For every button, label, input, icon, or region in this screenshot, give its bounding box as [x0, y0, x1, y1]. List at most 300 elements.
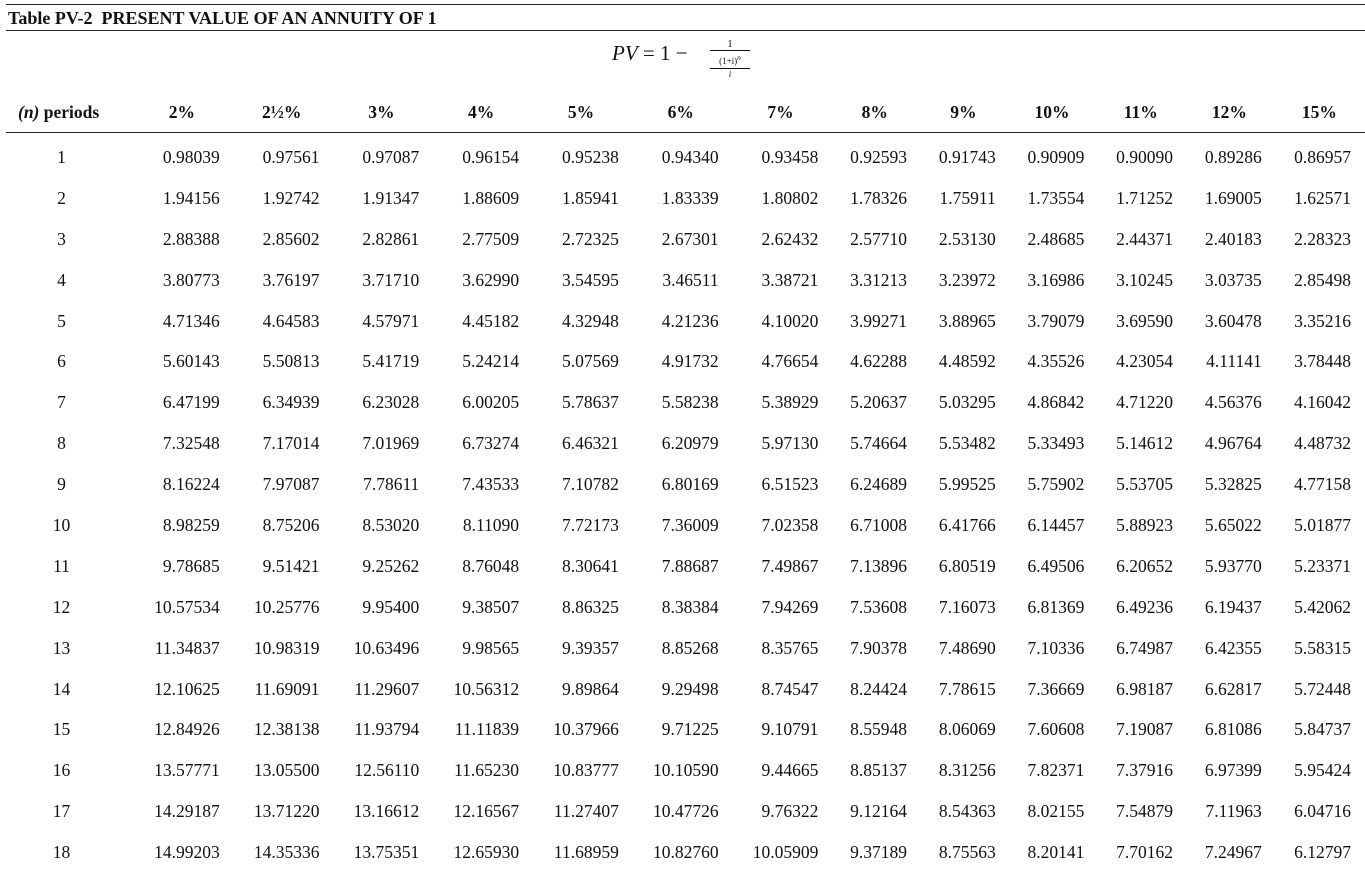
value-cell: 0.93458: [731, 133, 831, 178]
value-cell: 14.35336: [232, 832, 332, 873]
value-cell: 5.60143: [132, 341, 232, 382]
value-cell: 7.10782: [531, 464, 631, 505]
title-bar: [6, 4, 1365, 31]
value-cell: 3.38721: [731, 260, 831, 301]
value-cell: 0.97087: [332, 133, 432, 178]
column-header-rate: 2½%: [232, 92, 332, 133]
value-cell: 5.58238: [631, 382, 731, 423]
column-header-rate: 10%: [1008, 92, 1097, 133]
period-cell: 17: [6, 791, 132, 832]
value-cell: 14.29187: [132, 791, 232, 832]
value-cell: 7.78615: [919, 669, 1008, 710]
value-cell: 10.57534: [132, 587, 232, 628]
table-row: [6, 628, 1365, 669]
value-cell: 6.00205: [431, 382, 531, 423]
value-cell: 1.62571: [1274, 178, 1365, 219]
period-cell: 12: [6, 587, 132, 628]
value-cell: 11.34837: [132, 628, 232, 669]
value-cell: 2.88388: [132, 219, 232, 260]
column-header-rate: 8%: [830, 92, 919, 133]
periods-variable: (n): [18, 102, 39, 122]
value-cell: 4.48592: [919, 341, 1008, 382]
value-cell: 5.41719: [332, 341, 432, 382]
table-row: [6, 464, 1365, 505]
value-cell: 9.95400: [332, 587, 432, 628]
value-cell: 9.44665: [731, 750, 831, 791]
value-cell: 10.83777: [531, 750, 631, 791]
value-cell: 7.19087: [1096, 709, 1185, 750]
value-cell: 13.75351: [332, 832, 432, 873]
value-cell: 7.43533: [431, 464, 531, 505]
value-cell: 9.25262: [332, 546, 432, 587]
value-cell: 4.57971: [332, 301, 432, 342]
value-cell: 1.91347: [332, 178, 432, 219]
value-cell: 5.24214: [431, 341, 531, 382]
header-row: [6, 92, 1365, 133]
value-cell: 8.11090: [431, 505, 531, 546]
table-row: [6, 546, 1365, 587]
value-cell: 4.76654: [731, 341, 831, 382]
value-cell: 2.57710: [830, 219, 919, 260]
value-cell: 0.90090: [1096, 133, 1185, 178]
period-cell: 7: [6, 382, 132, 423]
value-cell: 0.97561: [232, 133, 332, 178]
value-cell: 12.10625: [132, 669, 232, 710]
table-row: [6, 382, 1365, 423]
value-cell: 8.75206: [232, 505, 332, 546]
value-cell: 4.77158: [1274, 464, 1365, 505]
value-cell: 6.62817: [1185, 669, 1274, 710]
value-cell: 7.17014: [232, 423, 332, 464]
value-cell: 8.85137: [830, 750, 919, 791]
value-cell: 3.23972: [919, 260, 1008, 301]
value-cell: 8.38384: [631, 587, 731, 628]
value-cell: 6.98187: [1096, 669, 1185, 710]
value-cell: 5.14612: [1096, 423, 1185, 464]
value-cell: 13.05500: [232, 750, 332, 791]
column-header-rate: 3%: [332, 92, 432, 133]
value-cell: 0.90909: [1008, 133, 1097, 178]
value-cell: 1.94156: [132, 178, 232, 219]
annuity-table: [6, 92, 1365, 873]
value-cell: 8.30641: [531, 546, 631, 587]
value-cell: 9.10791: [731, 709, 831, 750]
value-cell: 2.62432: [731, 219, 831, 260]
value-cell: 14.99203: [132, 832, 232, 873]
value-cell: 6.42355: [1185, 628, 1274, 669]
value-cell: 8.31256: [919, 750, 1008, 791]
formula-divisor: i: [710, 69, 750, 80]
value-cell: 1.80802: [731, 178, 831, 219]
value-cell: 8.35765: [731, 628, 831, 669]
table-row: [6, 341, 1365, 382]
value-cell: 13.57771: [132, 750, 232, 791]
value-cell: 7.54879: [1096, 791, 1185, 832]
value-cell: 11.93794: [332, 709, 432, 750]
value-cell: 7.10336: [1008, 628, 1097, 669]
value-cell: 1.69005: [1185, 178, 1274, 219]
value-cell: 5.53482: [919, 423, 1008, 464]
value-cell: 7.01969: [332, 423, 432, 464]
period-cell: 8: [6, 423, 132, 464]
table-row: [6, 260, 1365, 301]
value-cell: 9.39357: [531, 628, 631, 669]
value-cell: 0.98039: [132, 133, 232, 178]
value-cell: 9.76322: [731, 791, 831, 832]
value-cell: 12.56110: [332, 750, 432, 791]
value-cell: 2.85498: [1274, 260, 1365, 301]
value-cell: 7.24967: [1185, 832, 1274, 873]
value-cell: 10.98319: [232, 628, 332, 669]
value-cell: 1.83339: [631, 178, 731, 219]
value-cell: 4.11141: [1185, 341, 1274, 382]
value-cell: 10.05909: [731, 832, 831, 873]
value-cell: 8.20141: [1008, 832, 1097, 873]
value-cell: 3.35216: [1274, 301, 1365, 342]
value-cell: 5.97130: [731, 423, 831, 464]
value-cell: 4.71220: [1096, 382, 1185, 423]
value-cell: 1.85941: [531, 178, 631, 219]
value-cell: 7.11963: [1185, 791, 1274, 832]
value-cell: 4.21236: [631, 301, 731, 342]
value-cell: 4.45182: [431, 301, 531, 342]
value-cell: 7.88687: [631, 546, 731, 587]
period-cell: 14: [6, 669, 132, 710]
value-cell: 5.33493: [1008, 423, 1097, 464]
value-cell: 3.80773: [132, 260, 232, 301]
value-cell: 4.96764: [1185, 423, 1274, 464]
value-cell: 5.65022: [1185, 505, 1274, 546]
value-cell: 7.94269: [731, 587, 831, 628]
value-cell: 9.38507: [431, 587, 531, 628]
value-cell: 6.49506: [1008, 546, 1097, 587]
column-header-rate: 11%: [1096, 92, 1185, 133]
value-cell: 1.73554: [1008, 178, 1097, 219]
formula-lhs: [612, 41, 688, 66]
value-cell: 5.53705: [1096, 464, 1185, 505]
value-cell: 7.16073: [919, 587, 1008, 628]
value-cell: 8.98259: [132, 505, 232, 546]
value-cell: 3.60478: [1185, 301, 1274, 342]
value-cell: 7.70162: [1096, 832, 1185, 873]
table-title: Table PV-2 PRESENT VALUE OF AN ANNUITY OF 1: [8, 8, 437, 29]
value-cell: 1.75911: [919, 178, 1008, 219]
value-cell: 9.98565: [431, 628, 531, 669]
value-cell: 9.37189: [830, 832, 919, 873]
value-cell: 5.03295: [919, 382, 1008, 423]
value-cell: 11.11839: [431, 709, 531, 750]
value-cell: 2.85602: [232, 219, 332, 260]
period-cell: 9: [6, 464, 132, 505]
value-cell: 7.13896: [830, 546, 919, 587]
formula-equals: = 1 −: [638, 41, 688, 65]
value-cell: 7.90378: [830, 628, 919, 669]
value-cell: 0.92593: [830, 133, 919, 178]
value-cell: 8.16224: [132, 464, 232, 505]
value-cell: 6.80169: [631, 464, 731, 505]
value-cell: 8.02155: [1008, 791, 1097, 832]
table-row: [6, 178, 1365, 219]
value-cell: 7.60608: [1008, 709, 1097, 750]
value-cell: 1.78326: [830, 178, 919, 219]
column-header-rate: 6%: [631, 92, 731, 133]
value-cell: 10.63496: [332, 628, 432, 669]
value-cell: 4.62288: [830, 341, 919, 382]
period-cell: 4: [6, 260, 132, 301]
value-cell: 3.10245: [1096, 260, 1185, 301]
table-row: [6, 587, 1365, 628]
value-cell: 0.91743: [919, 133, 1008, 178]
value-cell: 8.75563: [919, 832, 1008, 873]
table-row: [6, 133, 1365, 178]
value-cell: 7.36669: [1008, 669, 1097, 710]
value-cell: 2.44371: [1096, 219, 1185, 260]
value-cell: 5.95424: [1274, 750, 1365, 791]
value-cell: 5.72448: [1274, 669, 1365, 710]
value-cell: 4.71346: [132, 301, 232, 342]
value-cell: 2.48685: [1008, 219, 1097, 260]
column-header-rate: 5%: [531, 92, 631, 133]
value-cell: 3.79079: [1008, 301, 1097, 342]
value-cell: 6.51523: [731, 464, 831, 505]
column-header-rate: 7%: [731, 92, 831, 133]
value-cell: 2.72325: [531, 219, 631, 260]
value-cell: 6.80519: [919, 546, 1008, 587]
value-cell: 5.42062: [1274, 587, 1365, 628]
column-header-rate: 12%: [1185, 92, 1274, 133]
value-cell: 6.34939: [232, 382, 332, 423]
value-cell: 6.04716: [1274, 791, 1365, 832]
value-cell: 13.16612: [332, 791, 432, 832]
value-cell: 3.99271: [830, 301, 919, 342]
value-cell: 5.58315: [1274, 628, 1365, 669]
period-cell: 5: [6, 301, 132, 342]
value-cell: 5.23371: [1274, 546, 1365, 587]
value-cell: 6.19437: [1185, 587, 1274, 628]
value-cell: 1.88609: [431, 178, 531, 219]
value-cell: 3.16986: [1008, 260, 1097, 301]
value-cell: 4.56376: [1185, 382, 1274, 423]
table-row: [6, 423, 1365, 464]
value-cell: 0.94340: [631, 133, 731, 178]
value-cell: 7.72173: [531, 505, 631, 546]
value-cell: 12.84926: [132, 709, 232, 750]
value-cell: 7.37916: [1096, 750, 1185, 791]
value-cell: 10.47726: [631, 791, 731, 832]
value-cell: 13.71220: [232, 791, 332, 832]
value-cell: 4.48732: [1274, 423, 1365, 464]
value-cell: 9.12164: [830, 791, 919, 832]
value-cell: 9.29498: [631, 669, 731, 710]
value-cell: 10.25776: [232, 587, 332, 628]
formula-base: (1+i): [719, 56, 737, 66]
value-cell: 3.46511: [631, 260, 731, 301]
value-cell: 5.01877: [1274, 505, 1365, 546]
value-cell: 4.16042: [1274, 382, 1365, 423]
value-cell: 6.46321: [531, 423, 631, 464]
value-cell: 7.53608: [830, 587, 919, 628]
value-cell: 7.82371: [1008, 750, 1097, 791]
value-cell: 3.88965: [919, 301, 1008, 342]
value-cell: 3.78448: [1274, 341, 1365, 382]
value-cell: 7.49867: [731, 546, 831, 587]
periods-label: periods: [39, 102, 99, 122]
value-cell: 4.32948: [531, 301, 631, 342]
value-cell: 0.89286: [1185, 133, 1274, 178]
value-cell: 11.65230: [431, 750, 531, 791]
value-cell: 3.62990: [431, 260, 531, 301]
value-cell: 9.89864: [531, 669, 631, 710]
value-cell: 12.38138: [232, 709, 332, 750]
value-cell: 5.07569: [531, 341, 631, 382]
formula-exponent: n: [737, 53, 741, 62]
period-cell: 18: [6, 832, 132, 873]
value-cell: 6.14457: [1008, 505, 1097, 546]
period-cell: 3: [6, 219, 132, 260]
value-cell: 7.32548: [132, 423, 232, 464]
value-cell: 11.29607: [332, 669, 432, 710]
value-cell: 11.27407: [531, 791, 631, 832]
value-cell: 6.71008: [830, 505, 919, 546]
value-cell: 4.91732: [631, 341, 731, 382]
period-cell: 1: [6, 133, 132, 178]
value-cell: 2.67301: [631, 219, 731, 260]
value-cell: 8.86325: [531, 587, 631, 628]
value-cell: 6.12797: [1274, 832, 1365, 873]
value-cell: 7.48690: [919, 628, 1008, 669]
value-cell: 12.65930: [431, 832, 531, 873]
table-body: [6, 133, 1365, 873]
value-cell: 5.99525: [919, 464, 1008, 505]
formula-denominator: [710, 50, 750, 69]
value-cell: 6.74987: [1096, 628, 1185, 669]
value-cell: 4.86842: [1008, 382, 1097, 423]
formula-fraction: [710, 38, 750, 80]
value-cell: 8.85268: [631, 628, 731, 669]
period-cell: 11: [6, 546, 132, 587]
table-row: [6, 709, 1365, 750]
column-header-rate: 2%: [132, 92, 232, 133]
value-cell: 10.56312: [431, 669, 531, 710]
value-cell: 10.82760: [631, 832, 731, 873]
value-cell: 6.73274: [431, 423, 531, 464]
value-cell: 0.96154: [431, 133, 531, 178]
table-row: [6, 301, 1365, 342]
value-cell: 8.06069: [919, 709, 1008, 750]
value-cell: 0.95238: [531, 133, 631, 178]
value-cell: 5.74664: [830, 423, 919, 464]
value-cell: 2.28323: [1274, 219, 1365, 260]
table-row: [6, 505, 1365, 546]
value-cell: 10.10590: [631, 750, 731, 791]
value-cell: 11.69091: [232, 669, 332, 710]
value-cell: 6.81369: [1008, 587, 1097, 628]
value-cell: 6.81086: [1185, 709, 1274, 750]
value-cell: 11.68959: [531, 832, 631, 873]
value-cell: 7.78611: [332, 464, 432, 505]
value-cell: 4.23054: [1096, 341, 1185, 382]
period-cell: 13: [6, 628, 132, 669]
value-cell: 5.38929: [731, 382, 831, 423]
table-row: [6, 669, 1365, 710]
value-cell: 4.64583: [232, 301, 332, 342]
value-cell: 6.47199: [132, 382, 232, 423]
value-cell: 6.23028: [332, 382, 432, 423]
value-cell: 3.76197: [232, 260, 332, 301]
value-cell: 3.54595: [531, 260, 631, 301]
column-header-rate: 4%: [431, 92, 531, 133]
value-cell: 4.35526: [1008, 341, 1097, 382]
value-cell: 3.71710: [332, 260, 432, 301]
value-cell: 9.71225: [631, 709, 731, 750]
value-cell: 8.24424: [830, 669, 919, 710]
value-cell: 6.49236: [1096, 587, 1185, 628]
value-cell: 8.54363: [919, 791, 1008, 832]
formula-pv-symbol: PV: [612, 41, 638, 65]
table-row: [6, 750, 1365, 791]
formula-numerator: 1: [710, 38, 750, 50]
value-cell: 2.77509: [431, 219, 531, 260]
value-cell: 9.51421: [232, 546, 332, 587]
value-cell: 5.75902: [1008, 464, 1097, 505]
value-cell: 8.55948: [830, 709, 919, 750]
value-cell: 6.97399: [1185, 750, 1274, 791]
column-header-rate: 9%: [919, 92, 1008, 133]
value-cell: 2.40183: [1185, 219, 1274, 260]
table-row: [6, 219, 1365, 260]
value-cell: 5.88923: [1096, 505, 1185, 546]
value-cell: 12.16567: [431, 791, 531, 832]
table-row: [6, 832, 1365, 873]
period-cell: 2: [6, 178, 132, 219]
column-header-rate: 15%: [1274, 92, 1365, 133]
value-cell: 5.50813: [232, 341, 332, 382]
value-cell: 6.41766: [919, 505, 1008, 546]
value-cell: 3.31213: [830, 260, 919, 301]
value-cell: 8.74547: [731, 669, 831, 710]
value-cell: 6.20979: [631, 423, 731, 464]
value-cell: 5.20637: [830, 382, 919, 423]
period-cell: 10: [6, 505, 132, 546]
value-cell: 6.20652: [1096, 546, 1185, 587]
value-cell: 1.92742: [232, 178, 332, 219]
period-cell: 16: [6, 750, 132, 791]
value-cell: 3.03735: [1185, 260, 1274, 301]
value-cell: 3.69590: [1096, 301, 1185, 342]
period-cell: 15: [6, 709, 132, 750]
value-cell: 9.78685: [132, 546, 232, 587]
value-cell: 5.78637: [531, 382, 631, 423]
value-cell: 8.53020: [332, 505, 432, 546]
value-cell: 4.10020: [731, 301, 831, 342]
value-cell: 7.97087: [232, 464, 332, 505]
period-cell: 6: [6, 341, 132, 382]
value-cell: 5.93770: [1185, 546, 1274, 587]
table-row: [6, 791, 1365, 832]
value-cell: 7.02358: [731, 505, 831, 546]
value-cell: 7.36009: [631, 505, 731, 546]
value-cell: 10.37966: [531, 709, 631, 750]
value-cell: 0.86957: [1274, 133, 1365, 178]
value-cell: 2.53130: [919, 219, 1008, 260]
value-cell: 1.71252: [1096, 178, 1185, 219]
column-header-periods: [6, 92, 132, 133]
value-cell: 2.82861: [332, 219, 432, 260]
value-cell: 5.32825: [1185, 464, 1274, 505]
value-cell: 5.84737: [1274, 709, 1365, 750]
value-cell: 8.76048: [431, 546, 531, 587]
value-cell: 6.24689: [830, 464, 919, 505]
